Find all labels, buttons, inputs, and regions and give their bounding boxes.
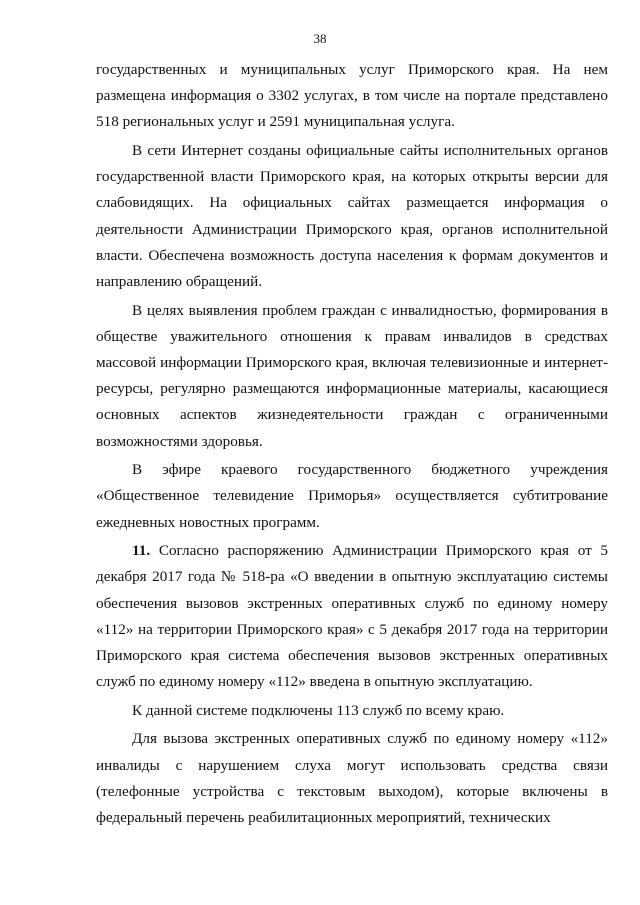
paragraph-portal-services: государственных и муниципальных услуг Приморского края. На нем размещена информация о 3302 услугах, в том числе на портале представлено 518 региональных услуг и 2591 муниципальная услуга.: [96, 61, 608, 131]
paragraph-subtitling: В эфире краевого государственного бюджетного учреждения «Общественное телевидение Приморья» осуществляется субтитрование ежедневных новостных программ.: [96, 461, 608, 531]
body-text: [96, 57, 608, 831]
paragraph-connected-services: К данной системе подключены 113 служб по всему краю.: [132, 701, 505, 719]
paragraph-emergency-112-text: Согласно распоряжению Администрации Приморского края от 5 декабря 2017 года № 518-ра «О введении в опытную эксплуатацию системы обеспечения вызовов экстренных оперативных служб по единому номеру «112» на территории Приморского края» с 5 декабря 2017 года на территории Приморского края система обеспечения вызовов экстренных оперативных служб по единому номеру «112» введена в опытную эксплуатацию.: [96, 542, 608, 691]
paragraph-official-websites: В сети Интернет созданы официальные сайты исполнительных органов государственной власти Приморского края, на которых открыты версии для слабовидящих. На официальных сайтах размещается информация о деятельности Администрации Приморского края, органов исполнительной власти. Обеспечена возможность доступа населения к формам документов и направлению обращений.: [96, 142, 608, 291]
paragraph-emergency-112: [96, 538, 608, 695]
page-number: 38: [313, 31, 327, 46]
paragraph-hearing-impaired: Для вызова экстренных оперативных служб по единому номеру «112» инвалиды с нарушением слуха могут использовать средства связи (телефонные устройства с текстовым выходом), которые включены в федеральный перечень реабилитационных мероприятий, технических: [96, 730, 608, 827]
section-number: 11.: [132, 542, 151, 560]
paragraph-media-materials: В целях выявления проблем граждан с инвалидностью, формирования в обществе уважительного отношения к правам инвалидов в средствах массовой информации Приморского края, включая телевизионные и интернет-ресурсы, регулярно размещаются информационные материалы, касающиеся основных аспектов жизнедеятельности граждан с ограниченными возможностями здоровья.: [96, 301, 608, 450]
